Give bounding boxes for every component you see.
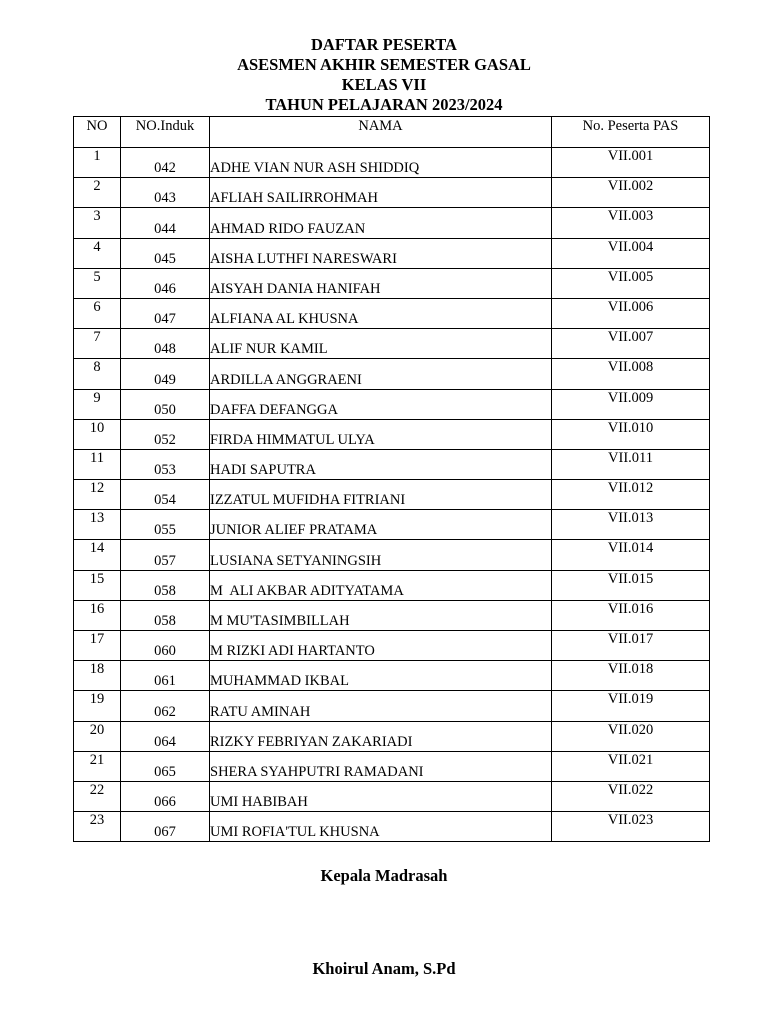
column-header-pas: No. Peserta PAS [552,117,710,148]
cell-no: 17 [74,631,121,661]
cell-nama: ALIF NUR KAMIL [210,329,552,359]
cell-pas: VII.006 [552,298,710,328]
cell-pas: VII.021 [552,751,710,781]
cell-pas: VII.011 [552,449,710,479]
cell-no: 5 [74,268,121,298]
cell-nama: ARDILLA ANGGRAENI [210,359,552,389]
cell-nama: LUSIANA SETYANINGSIH [210,540,552,570]
title-line-3: KELAS VII [341,75,427,94]
table-row [74,691,710,721]
table-header-row [74,117,710,148]
cell-pas: VII.017 [552,631,710,661]
cell-no: 12 [74,480,121,510]
cell-no: 7 [74,329,121,359]
cell-induk: 061 [121,661,210,691]
table-row [74,208,710,238]
table-row [74,812,710,842]
table-row [74,329,710,359]
table-row [74,480,710,510]
cell-nama: AFLIAH SAILIRROHMAH [210,178,552,208]
table-row [74,540,710,570]
cell-induk: 054 [121,480,210,510]
table-row [74,298,710,328]
table-row [74,570,710,600]
cell-induk: 050 [121,389,210,419]
cell-pas: VII.005 [552,268,710,298]
cell-nama: M RIZKI ADI HARTANTO [210,631,552,661]
cell-induk: 048 [121,329,210,359]
cell-no: 2 [74,178,121,208]
cell-pas: VII.019 [552,691,710,721]
title-line-4: TAHUN PELAJARAN 2023/2024 [265,95,503,114]
cell-no: 9 [74,389,121,419]
cell-induk: 060 [121,631,210,661]
table-row [74,721,710,751]
cell-induk: 062 [121,691,210,721]
cell-induk: 067 [121,812,210,842]
cell-no: 16 [74,600,121,630]
column-header-induk: NO.Induk [121,117,210,148]
cell-no: 10 [74,419,121,449]
cell-induk: 052 [121,419,210,449]
cell-nama: FIRDA HIMMATUL ULYA [210,419,552,449]
signature-name: Khoirul Anam, S.Pd [312,959,456,978]
cell-no: 11 [74,449,121,479]
cell-no: 23 [74,812,121,842]
cell-pas: VII.001 [552,148,710,178]
cell-nama: ALFIANA AL KHUSNA [210,298,552,328]
cell-induk: 046 [121,268,210,298]
cell-nama: HADI SAPUTRA [210,449,552,479]
table-row [74,600,710,630]
table-row [74,178,710,208]
cell-nama: JUNIOR ALIEF PRATAMA [210,510,552,540]
cell-pas: VII.023 [552,812,710,842]
cell-pas: VII.007 [552,329,710,359]
cell-no: 6 [74,298,121,328]
table-row [74,449,710,479]
cell-no: 8 [74,359,121,389]
document-title [0,35,768,115]
participant-table [73,116,710,842]
cell-induk: 043 [121,178,210,208]
cell-pas: VII.018 [552,661,710,691]
table-row [74,751,710,781]
cell-nama: UMI HABIBAH [210,781,552,811]
table-row [74,419,710,449]
table-row [74,238,710,268]
cell-induk: 055 [121,510,210,540]
cell-pas: VII.009 [552,389,710,419]
cell-nama: AISHA LUTHFI NARESWARI [210,238,552,268]
cell-pas: VII.015 [552,570,710,600]
cell-no: 22 [74,781,121,811]
cell-induk: 047 [121,298,210,328]
cell-no: 1 [74,148,121,178]
table-row [74,661,710,691]
cell-induk: 058 [121,600,210,630]
table-row [74,781,710,811]
cell-no: 3 [74,208,121,238]
cell-nama: AISYAH DANIA HANIFAH [210,268,552,298]
cell-induk: 049 [121,359,210,389]
cell-no: 19 [74,691,121,721]
cell-pas: VII.014 [552,540,710,570]
cell-pas: VII.008 [552,359,710,389]
cell-induk: 064 [121,721,210,751]
signature-title: Kepala Madrasah [320,866,448,885]
cell-nama: RIZKY FEBRIYAN ZAKARIADI [210,721,552,751]
cell-nama: M MU'TASIMBILLAH [210,600,552,630]
table-row [74,510,710,540]
cell-nama: MUHAMMAD IKBAL [210,661,552,691]
cell-induk: 053 [121,449,210,479]
cell-pas: VII.003 [552,208,710,238]
cell-induk: 058 [121,570,210,600]
cell-pas: VII.016 [552,600,710,630]
cell-pas: VII.022 [552,781,710,811]
cell-induk: 057 [121,540,210,570]
cell-no: 4 [74,238,121,268]
cell-nama: DAFFA DEFANGGA [210,389,552,419]
cell-pas: VII.013 [552,510,710,540]
cell-no: 13 [74,510,121,540]
cell-induk: 044 [121,208,210,238]
column-header-no: NO [74,117,121,148]
cell-induk: 042 [121,148,210,178]
cell-pas: VII.010 [552,419,710,449]
cell-nama: ADHE VIAN NUR ASH SHIDDIQ [210,148,552,178]
cell-induk: 066 [121,781,210,811]
cell-no: 18 [74,661,121,691]
table-row [74,148,710,178]
cell-no: 14 [74,540,121,570]
column-header-nama: NAMA [210,117,552,148]
cell-pas: VII.002 [552,178,710,208]
cell-nama: IZZATUL MUFIDHA FITRIANI [210,480,552,510]
cell-pas: VII.004 [552,238,710,268]
cell-nama: SHERA SYAHPUTRI RAMADANI [210,751,552,781]
cell-pas: VII.020 [552,721,710,751]
title-line-1: DAFTAR PESERTA [311,35,457,54]
cell-nama: RATU AMINAH [210,691,552,721]
cell-pas: VII.012 [552,480,710,510]
cell-nama: AHMAD RIDO FAUZAN [210,208,552,238]
cell-nama: UMI ROFIA'TUL KHUSNA [210,812,552,842]
table-row [74,359,710,389]
title-line-2: ASESMEN AKHIR SEMESTER GASAL [237,55,531,74]
cell-no: 21 [74,751,121,781]
table-row [74,631,710,661]
table-row [74,389,710,419]
cell-no: 20 [74,721,121,751]
cell-induk: 045 [121,238,210,268]
cell-nama: M ALI AKBAR ADITYATAMA [210,570,552,600]
cell-induk: 065 [121,751,210,781]
cell-no: 15 [74,570,121,600]
table-row [74,268,710,298]
